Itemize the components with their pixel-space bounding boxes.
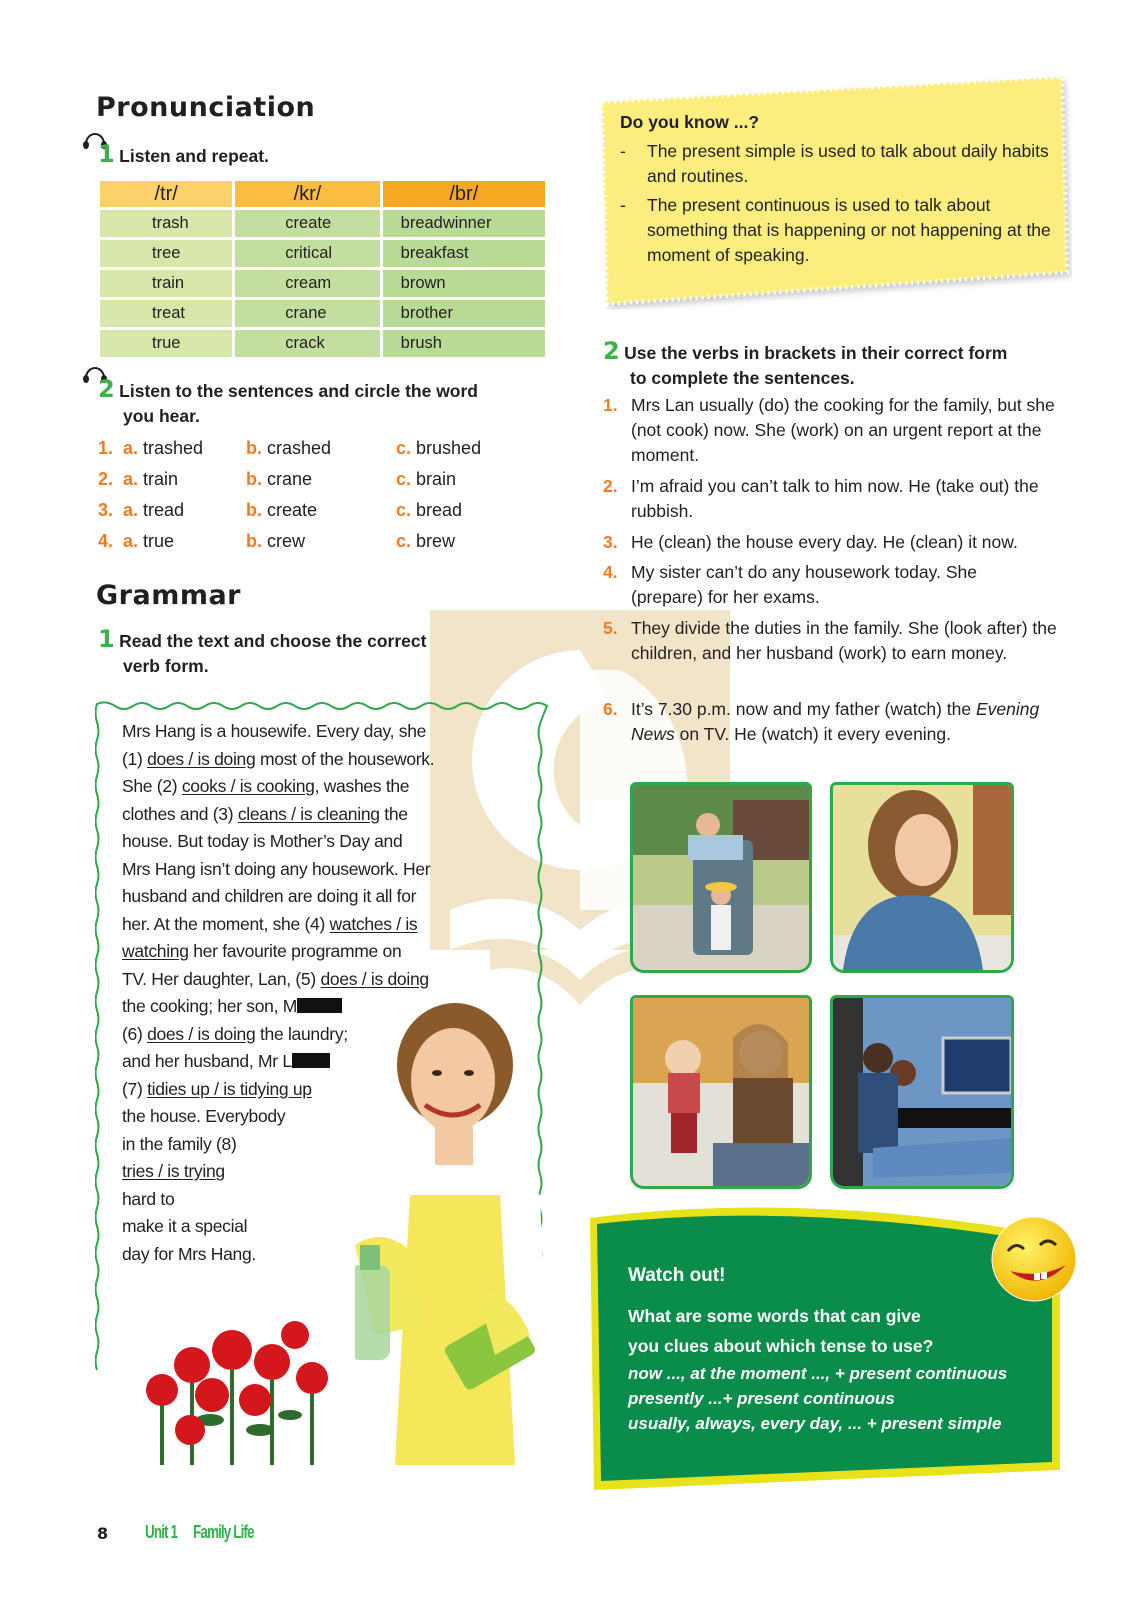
photo-watching-tv-image bbox=[833, 998, 1011, 1186]
option-letter: a. bbox=[123, 500, 139, 520]
exercise-instruction-line1: Listen to the sentences and circle the word bbox=[119, 381, 478, 401]
watch-out-title: Watch out! bbox=[628, 1265, 726, 1286]
text-line bbox=[122, 938, 482, 966]
option-word: bread bbox=[416, 500, 463, 520]
text-fragment: (7) bbox=[122, 1078, 148, 1099]
verb-choice-1[interactable]: does / is doing bbox=[147, 748, 256, 769]
exercise-number: 1 bbox=[98, 140, 115, 168]
table-row bbox=[100, 330, 545, 357]
option-letter: a. bbox=[123, 469, 139, 489]
page-number: 8 bbox=[97, 1524, 109, 1543]
table-row bbox=[100, 210, 545, 237]
footer-unit-title: Family Life bbox=[193, 1522, 254, 1542]
photo-taking-out-rubbish bbox=[630, 782, 812, 973]
listening-item bbox=[98, 500, 548, 530]
option-letter: b. bbox=[246, 500, 262, 520]
column-header-br: /br/ bbox=[383, 181, 545, 207]
table-cell: trash bbox=[100, 210, 232, 237]
option-b[interactable] bbox=[246, 469, 312, 490]
verb-choice-5[interactable]: does / is doing bbox=[320, 968, 429, 989]
option-letter: c. bbox=[396, 500, 412, 520]
section-title-grammar: Grammar bbox=[96, 580, 241, 611]
exercise-2-heading bbox=[98, 375, 548, 429]
text-fragment: most of the housework. bbox=[255, 748, 435, 769]
option-word: train bbox=[143, 469, 179, 489]
text-fragment: and her husband, Mr L bbox=[122, 1051, 292, 1071]
text-fragment: TV. Her daughter, Lan, (5) bbox=[122, 968, 321, 989]
item-number: 2. bbox=[98, 469, 114, 489]
watch-out-rule: presently ...+ present continuous bbox=[628, 1389, 895, 1408]
footer-unit: Unit 1 bbox=[145, 1522, 178, 1542]
note-text: The present simple is used to talk about daily habits and routines. bbox=[647, 141, 1049, 186]
option-letter: b. bbox=[246, 469, 262, 489]
option-word: brain bbox=[416, 469, 457, 489]
programme-title: Evening News bbox=[631, 699, 1040, 744]
sentence-number: 3. bbox=[603, 532, 618, 552]
option-c[interactable] bbox=[396, 469, 456, 490]
listening-item bbox=[98, 438, 548, 468]
option-letter: b. bbox=[246, 531, 262, 551]
option-word: brew bbox=[416, 531, 456, 551]
option-c[interactable] bbox=[396, 531, 455, 552]
verb-choice-2[interactable]: cooks / is cooking bbox=[181, 776, 315, 796]
verb-choice-8[interactable]: tries / is trying bbox=[122, 1161, 225, 1181]
sentence-number: 4. bbox=[603, 562, 618, 582]
text-fragment: on TV. He (watch) it every evening. bbox=[674, 724, 952, 744]
sentence-number: 6. bbox=[603, 699, 618, 719]
note-text: The present continuous is used to talk about something that is happening or not happening at the moment of speaking. bbox=[647, 195, 1051, 265]
table-header-row bbox=[100, 181, 545, 207]
note-item bbox=[620, 139, 1060, 189]
listening-item bbox=[98, 469, 548, 499]
text-line: house. But today is Mother’s Day and bbox=[122, 831, 403, 851]
sentence-text: He (clean) the house every day. He (clean) it now. bbox=[631, 532, 1018, 552]
note-title: Do you know ...? bbox=[620, 112, 760, 132]
exercise-number: 1 bbox=[98, 625, 115, 653]
text-line bbox=[122, 966, 482, 994]
text-fragment: She (2) bbox=[122, 776, 182, 796]
exercise-1-heading bbox=[98, 140, 269, 169]
sentence-item bbox=[603, 560, 1023, 610]
watch-out-rule: now ..., at the moment ..., + present continuous bbox=[628, 1364, 1008, 1383]
column-header-kr: /kr/ bbox=[235, 181, 379, 207]
sentence-item bbox=[603, 697, 1058, 747]
text-fragment: the cooking; her son, M bbox=[122, 996, 298, 1016]
option-a[interactable] bbox=[123, 500, 184, 521]
table-cell: brown bbox=[383, 270, 545, 297]
text-line: Mrs Hang isn’t doing any housework. Her bbox=[122, 858, 431, 879]
text-line: the house. Everybody bbox=[122, 1106, 286, 1126]
option-word: crew bbox=[267, 531, 306, 551]
table-cell: crane bbox=[235, 300, 379, 327]
text-line: in the family (8) bbox=[122, 1133, 237, 1154]
text-fragment: It’s 7.30 p.m. now and my father (watch) the bbox=[631, 699, 976, 719]
text-fragment: clothes and (3) bbox=[122, 803, 238, 824]
text-fragment: (6) bbox=[122, 1023, 148, 1044]
option-b[interactable] bbox=[246, 531, 305, 552]
exercise-instruction-line1: Read the text and choose the correct bbox=[119, 631, 427, 651]
table-row bbox=[100, 270, 545, 297]
pronunciation-table bbox=[97, 178, 548, 360]
text-fragment: her favourite programme on bbox=[188, 941, 402, 961]
sentence-text: Mrs Lan usually (do) the cooking for the family, but she (not cook) now. She (work) on an urgent report at the moment. bbox=[631, 395, 1055, 465]
text-line bbox=[122, 911, 482, 939]
item-number: 4. bbox=[98, 531, 114, 551]
text-line bbox=[122, 801, 482, 829]
exercise-instruction-line2: to complete the sentences. bbox=[630, 368, 855, 388]
sentence-number: 2. bbox=[603, 476, 618, 496]
table-cell: breakfast bbox=[383, 240, 545, 267]
grammar-exercise-1-heading bbox=[98, 625, 498, 679]
sentence-item bbox=[603, 393, 1058, 468]
table-row bbox=[100, 240, 545, 267]
text-line: hard to bbox=[122, 1188, 175, 1209]
option-word: true bbox=[143, 531, 175, 551]
verb-choice-4[interactable]: watches / is bbox=[329, 913, 418, 934]
option-c[interactable] bbox=[396, 500, 462, 521]
photo-watching-tv bbox=[830, 995, 1014, 1189]
exercise-instruction-line2: verb form. bbox=[123, 656, 209, 676]
option-word: tread bbox=[143, 500, 185, 520]
text-fragment: her. At the moment, she (4) bbox=[122, 913, 330, 934]
sentence-item bbox=[603, 530, 1058, 555]
watch-out-question: What are some words that can give bbox=[628, 1306, 921, 1326]
table-row bbox=[100, 300, 545, 327]
listening-item bbox=[98, 531, 548, 561]
item-number: 1. bbox=[98, 438, 114, 458]
watch-out-question: you clues about which tense to use? bbox=[628, 1336, 934, 1356]
option-a[interactable] bbox=[123, 531, 174, 552]
option-letter: c. bbox=[396, 469, 412, 489]
sentence-number: 1. bbox=[603, 395, 618, 415]
roses-illustration bbox=[130, 1320, 350, 1465]
dash-bullet: - bbox=[620, 195, 626, 215]
item-number: 3. bbox=[98, 500, 114, 520]
photo-mother-and-baby bbox=[630, 995, 812, 1189]
option-letter: c. bbox=[396, 531, 412, 551]
option-word: crashed bbox=[267, 438, 332, 458]
woman-cleaning-illustration bbox=[355, 995, 555, 1465]
sentence-text: They divide the duties in the family. She (look after) the children, and her husband (work) to earn money. bbox=[631, 618, 1057, 663]
exercise-instruction: Listen and repeat. bbox=[119, 146, 269, 166]
section-title-pronunciation: Pronunciation bbox=[96, 92, 316, 123]
smiley-icon bbox=[990, 1215, 1078, 1303]
photo-mother-and-baby-image bbox=[633, 998, 809, 1186]
sentence-text: I’m afraid you can’t talk to him now. He (take out) the rubbish. bbox=[631, 476, 1039, 521]
text-line: Mrs Hang is a housewife. Every day, she bbox=[122, 721, 427, 741]
table-cell: brush bbox=[383, 330, 545, 357]
sentence-text bbox=[603, 697, 1058, 747]
verb-choice-7[interactable]: tidies up / is tidying up bbox=[147, 1078, 312, 1099]
text-line: day for Mrs Hang. bbox=[122, 1243, 256, 1264]
table-cell: tree bbox=[100, 240, 232, 267]
column-header-tr: /tr/ bbox=[100, 181, 232, 207]
table-cell: train bbox=[100, 270, 232, 297]
exercise-number: 2 bbox=[603, 337, 620, 365]
table-cell: critical bbox=[235, 240, 379, 267]
table-cell: cream bbox=[235, 270, 379, 297]
table-cell: breadwinner bbox=[383, 210, 545, 237]
verb-choice-6[interactable]: does / is doing bbox=[147, 1023, 256, 1044]
text-fragment: the laundry; bbox=[255, 1023, 348, 1044]
option-word: create bbox=[267, 500, 318, 520]
dash-bullet: - bbox=[620, 141, 626, 161]
photo-taking-out-rubbish-image bbox=[633, 785, 809, 970]
sentence-item bbox=[603, 474, 1058, 524]
option-word: crane bbox=[267, 469, 313, 489]
sentence-number: 5. bbox=[603, 618, 618, 638]
exercise-instruction-line2: you hear. bbox=[123, 406, 200, 426]
text-fragment: the bbox=[379, 803, 408, 824]
watch-out-rule: usually, always, every day, ... + present simple bbox=[628, 1414, 1002, 1433]
sentence-item bbox=[603, 616, 1058, 666]
table-cell: crack bbox=[235, 330, 379, 357]
exercise-instruction-line1: Use the verbs in brackets in their correct form bbox=[624, 343, 1008, 363]
sentence-text: My sister can’t do any housework today. She (prepare) for her exams. bbox=[631, 562, 977, 607]
option-letter: b. bbox=[246, 438, 262, 458]
redaction-bar bbox=[297, 998, 342, 1013]
option-c[interactable] bbox=[396, 438, 481, 459]
verb-choice-3[interactable]: cleans / is cleaning bbox=[237, 803, 380, 824]
option-a[interactable] bbox=[123, 438, 203, 459]
table-cell: treat bbox=[100, 300, 232, 327]
option-letter: a. bbox=[123, 531, 139, 551]
table-cell: create bbox=[235, 210, 379, 237]
photo-girl-studying bbox=[830, 782, 1014, 973]
text-line bbox=[122, 746, 482, 774]
option-b[interactable] bbox=[246, 438, 331, 459]
text-fragment: , washes the bbox=[314, 776, 410, 796]
option-word: trashed bbox=[143, 438, 204, 458]
grammar-exercise-2-heading bbox=[603, 337, 1063, 391]
table-cell: true bbox=[100, 330, 232, 357]
text-line: make it a special bbox=[122, 1216, 248, 1236]
option-word: brushed bbox=[416, 438, 482, 458]
photo-girl-studying-image bbox=[833, 785, 1011, 970]
do-you-know-content bbox=[620, 112, 1060, 272]
text-fragment: (1) bbox=[122, 748, 148, 769]
option-b[interactable] bbox=[246, 500, 317, 521]
option-letter: c. bbox=[396, 438, 412, 458]
table-cell: brother bbox=[383, 300, 545, 327]
option-a[interactable] bbox=[123, 469, 178, 490]
text-line: husband and children are doing it all for bbox=[122, 886, 417, 906]
option-letter: a. bbox=[123, 438, 139, 458]
note-item bbox=[620, 193, 1060, 268]
verb-choice-4-cont[interactable]: watching bbox=[122, 941, 189, 961]
redaction-bar bbox=[292, 1053, 330, 1068]
text-line bbox=[122, 773, 482, 801]
exercise-number: 2 bbox=[98, 375, 115, 403]
